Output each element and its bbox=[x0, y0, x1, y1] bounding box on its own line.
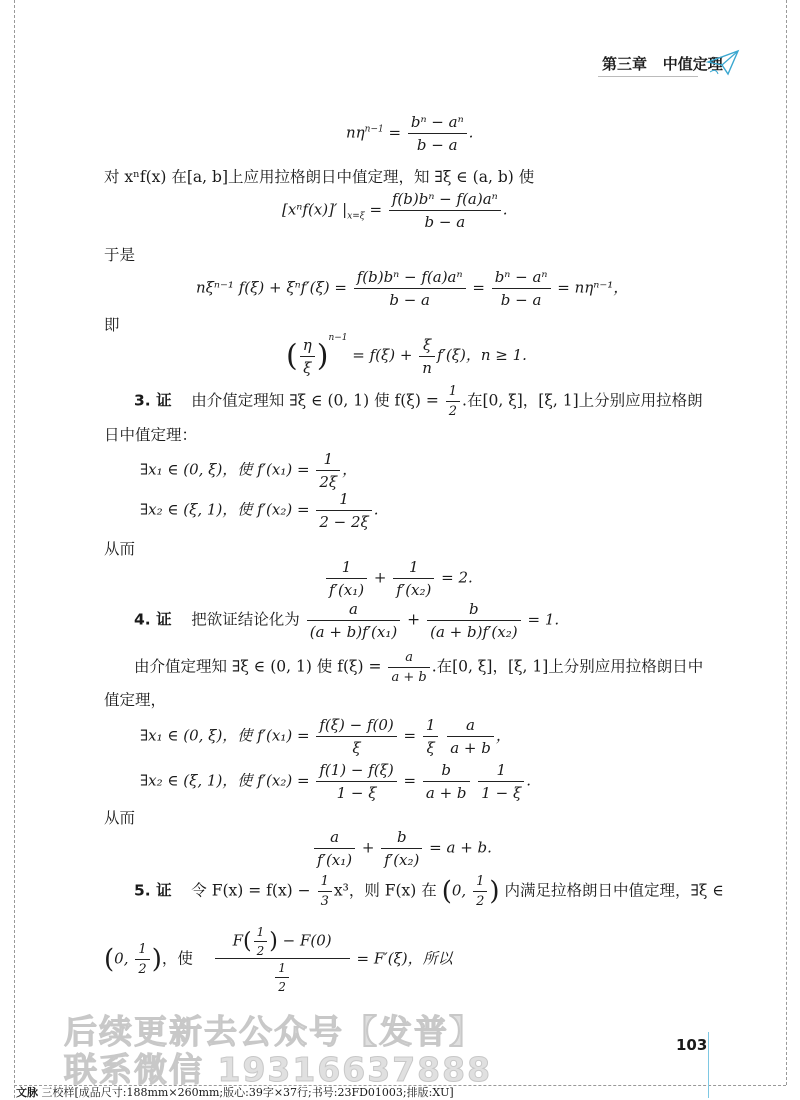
proof-4-line2: 由介值定理知 ∃ξ ∈ (0, 1) 使 f(ξ) = $\frac{a}{a + b}$ .在[0, ξ]，[ξ, 1]上分别应用拉格朗日中 bbox=[134, 650, 704, 685]
footer-text: 三校样[成品尺寸:188mm×260mm;版心:39字×37行;书号:23FD01003;排版:XU] bbox=[41, 1086, 454, 1099]
proof-3-line1: 3. 证 由介值定理知 ∃ξ ∈ (0, 1) 使 f(ξ) = $\frac{1}{2}$ .在[0, ξ]，[ξ, 1]上分别应用拉格朗 bbox=[134, 384, 703, 419]
proof-4-line3: 值定理， bbox=[104, 691, 167, 709]
proof-4-from: 从而 bbox=[104, 809, 136, 827]
proof-3-from: 从而 bbox=[104, 540, 136, 558]
chapter-header bbox=[602, 53, 723, 74]
footer-brand: 文脉 bbox=[16, 1086, 38, 1099]
equation-combined: nξⁿ⁻¹ f(ξ) + ξⁿf′(ξ) = $\frac{\text{f(b)bⁿ − f(a)aⁿ}}{b - a}$ = $\frac{\text{bⁿ − aⁿ}}{b - a}$ = nηⁿ⁻¹， bbox=[196, 268, 629, 309]
page-border-left bbox=[14, 0, 15, 1098]
proof-4-line1: 4. 证 把欲证结论化为 $\frac{a}{\text{(a + b)f′(x₁)}}$ + $\frac{b}{\text{(a + b)f′(x₂)}}$ = 1. bbox=[134, 600, 560, 641]
page-number-rule bbox=[708, 1032, 709, 1098]
proof-5-line1: 5. 证 令 F(x) = f(x) − $\frac{1}{3}$ x³，则 F(x) 在 (0, $\frac{1}{2}$ ) 内满足拉格朗日中值定理，∃ξ ∈ bbox=[134, 874, 724, 909]
proof-5-line2: (0, $\frac{1}{2}$ )，使 F( $\frac{1}{2}$ ) − F(0) $\frac{1}{2}$ = F′(ξ)，所以 bbox=[104, 925, 453, 994]
proof-4-x1: ∃x₁ ∈ (0, ξ)，使 f′(x₁) = $\frac{f(\xi) - f(0)}{\xi}$ = $\frac{1}{\xi}$ $\frac{a}{a + b}$ ， bbox=[140, 716, 511, 757]
chapter-number: 第三章 bbox=[602, 55, 648, 73]
watermark-line-1: 后续更新去公众号【发普】 bbox=[64, 1012, 484, 1051]
header-rule bbox=[598, 76, 698, 77]
equation-derivative: [xⁿf(x)]′ $|_{x=\xi}$ = $\frac{\text{f(b)bⁿ − f(a)aⁿ}}{b - a}$ . bbox=[282, 190, 508, 231]
chapter-title: 中值定理 bbox=[662, 55, 723, 73]
proof-3-line2: 日中值定理： bbox=[104, 426, 198, 444]
proof-3-x2: ∃x₂ ∈ (ξ, 1)，使 f′(x₂) = $\frac{1}{2 - 2\xi}$ . bbox=[140, 490, 379, 531]
proof-3-x1: ∃x₁ ∈ (0, ξ)，使 f′(x₁) = $\frac{1}{2\xi}$ ， bbox=[140, 450, 358, 491]
proof-4-result: $\frac{a}{\text{f′(x₁)}}$ + $\frac{b}{\text{f′(x₂)}}$ = a + b. bbox=[312, 828, 492, 869]
text-ji: 即 bbox=[104, 316, 120, 334]
watermark-line-2: 联系微信 19316637888 bbox=[64, 1050, 493, 1089]
proof-4-x2: ∃x₂ ∈ (ξ, 1)，使 f′(x₂) = $\frac{f(1) - f(\xi)}{1 - \xi}$ = $\frac{b}{a + b}$ $\frac{1}{1 - \xi}$ . bbox=[140, 761, 531, 802]
text-yushi: 于是 bbox=[104, 246, 136, 264]
page-border-right bbox=[786, 0, 787, 1085]
equation-eta: $n\eta^{n-1}$ = $\frac{\text{bⁿ − aⁿ}}{b - a}$ . bbox=[346, 113, 474, 154]
proof-3-result: $\frac{1}{\text{f′(x₁)}}$ + $\frac{1}{\text{f′(x₂)}}$ = 2. bbox=[324, 558, 473, 599]
paper-plane-icon bbox=[706, 48, 740, 78]
page-number: 103 bbox=[676, 1036, 708, 1054]
equation-ratio: ( $\frac{\eta}{\xi}$ )$^{n-1}$ = f(ξ) + $\frac{\xi}{n}$ f′(ξ)，n ≥ 1. bbox=[286, 333, 527, 377]
text-apply-lagrange: 对 xⁿf(x) 在[a, b]上应用拉格朗日中值定理，知 ∃ξ ∈ (a, b) 使 bbox=[104, 168, 535, 186]
